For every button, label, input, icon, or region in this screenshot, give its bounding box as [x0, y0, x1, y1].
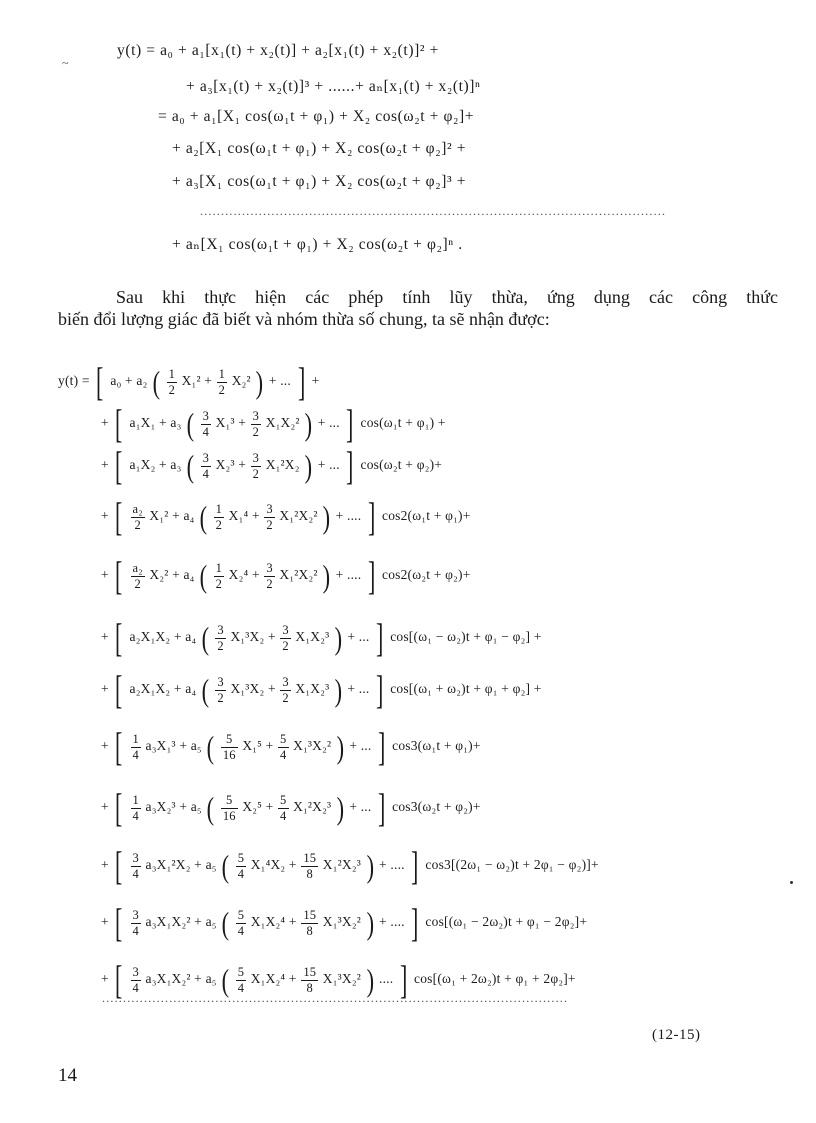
left-paren: (	[207, 729, 215, 765]
term: X₁⁵ +	[242, 738, 274, 754]
right-paren: )	[366, 905, 374, 941]
right-bracket: ]	[297, 359, 306, 404]
row-tail: +	[311, 373, 320, 389]
left-paren: (	[152, 364, 161, 400]
plus-sign: +	[101, 508, 109, 524]
right-paren: )	[322, 499, 331, 535]
term: X₁³X₂²	[322, 914, 362, 930]
page-number: 14	[58, 1065, 77, 1086]
left-paren: (	[199, 558, 208, 594]
fraction: $\frac{15}{8}$	[303, 965, 317, 995]
row-coeff: a₃X₂³ + a₅	[145, 799, 202, 815]
term: X₁² +	[181, 373, 213, 389]
cos-term: cos3(ω₁t + φ₁)+	[392, 738, 481, 754]
term: X₁X₂⁴ +	[250, 971, 297, 987]
ellipsis: + ...	[349, 738, 372, 754]
row-coeff: a₀ + a₂	[110, 373, 148, 389]
right-bracket: ]	[376, 615, 384, 660]
cos-term: cos3(ω₂t + φ₂)+	[392, 799, 481, 815]
fraction: $\frac{3}{2}$	[266, 502, 273, 532]
left-paren: (	[207, 790, 215, 826]
fraction: $\frac{5}{4}$	[237, 851, 245, 881]
left-bracket: [	[96, 359, 104, 404]
term: X₂³ +	[215, 457, 247, 473]
term: X₁²X₂²	[279, 567, 318, 583]
right-paren: )	[304, 406, 313, 442]
expansion-row-10	[101, 843, 599, 888]
fraction: $\frac{5}{4}$	[237, 965, 245, 995]
term: X₁³X₂²	[293, 738, 332, 754]
row-coeff: a₃X₁²X₂ + a₅	[145, 857, 217, 873]
paragraph-line-2: biến đổi lượng giác đã biết và nhóm thừa số chung, ta sẽ nhận được:	[58, 309, 550, 329]
ellipsis: ....	[379, 971, 394, 987]
right-paren: )	[336, 729, 345, 765]
fraction: $\frac{3}{4}$	[132, 908, 139, 938]
expansion-row-1	[58, 359, 320, 404]
right-bracket: ]	[411, 843, 419, 888]
right-paren: )	[366, 848, 374, 884]
cos-term: cos2(ω₂t + φ₂)+	[382, 567, 471, 583]
term: X₁²X₂	[265, 457, 300, 473]
right-paren: )	[304, 448, 313, 484]
fraction: $\frac{5}{16}$	[222, 793, 236, 823]
row-coeff: a₁X₂ + a₃	[129, 457, 182, 473]
ellipsis: + ...	[347, 681, 370, 697]
right-bracket: ]	[411, 900, 419, 945]
ellipsis: + ....	[335, 508, 362, 524]
right-bracket: ]	[367, 494, 376, 539]
left-bracket: [	[115, 443, 123, 488]
right-paren: )	[334, 620, 343, 656]
right-paren: )	[336, 790, 345, 826]
equation-line-4: + a₂[X₁ cos(ω₁t + φ₁) + X₂ cos(ω₂t + φ₂]² +	[172, 140, 467, 157]
left-paren: (	[186, 406, 195, 442]
cos-term: cos[(ω₁ + 2ω₂)t + φ₁ + 2φ₂]+	[414, 971, 576, 987]
fraction: $\frac{5}{4}$	[280, 793, 287, 823]
equation-line-3: = a₀ + a₁[X₁ cos(ω₁t + φ₁) + X₂ cos(ω₂t + φ₂]+	[158, 108, 475, 125]
row-coeff: a₂X₁X₂ + a₄	[129, 629, 197, 645]
fraction: $\frac{1}{4}$	[132, 732, 139, 762]
fraction: $\frac{3}{2}$	[282, 675, 289, 705]
right-bracket: ]	[376, 667, 384, 712]
term: X₂⁴ +	[228, 567, 260, 583]
right-paren: )	[366, 962, 374, 998]
right-paren: )	[256, 364, 264, 400]
term: X₁³X₂²	[322, 971, 362, 987]
equation-line-6: + aₙ[X₁ cos(ω₁t + φ₁) + X₂ cos(ω₂t + φ₂]ⁿ .	[172, 236, 463, 253]
expansion-row-6	[101, 615, 542, 660]
term: X₁X₂³	[295, 629, 330, 645]
fraction: $\frac{5}{4}$	[280, 732, 287, 762]
ellipsis: + ....	[335, 567, 362, 583]
row-coeff: X₂² + a₄	[149, 567, 195, 583]
expansion-row-8	[101, 724, 481, 769]
right-bracket: ]	[378, 724, 386, 769]
fraction: $\frac{3}{4}$	[202, 409, 210, 439]
margin-mark: ~	[62, 56, 69, 70]
plus-sign: +	[101, 457, 109, 473]
left-bracket: [	[115, 401, 123, 446]
fraction: $\frac{3}{2}$	[252, 409, 260, 439]
left-bracket: [	[115, 900, 123, 945]
left-paren: (	[221, 962, 230, 998]
row-coeff: a₁X₁ + a₃	[129, 415, 182, 431]
left-paren: (	[186, 448, 195, 484]
paragraph-line-1: Sau khi thực hiện các phép tính lũy thừa, ứng dụng các công thức	[116, 287, 778, 307]
dotted-continuation-top: ...............................................................................................................	[200, 204, 667, 218]
right-bracket: ]	[367, 553, 376, 598]
fraction: $\frac{\text{a₂}}{2}$	[132, 502, 143, 532]
expansion-row-3	[101, 443, 443, 488]
term: X₁²X₂³	[293, 799, 332, 815]
expansion-row-2	[101, 401, 446, 446]
plus-sign: +	[101, 857, 109, 873]
right-bracket: ]	[346, 443, 354, 488]
row-coeff: a₃X₁X₂² + a₅	[145, 914, 217, 930]
plus-sign: +	[101, 681, 109, 697]
left-bracket: [	[115, 724, 123, 769]
equation-number: (12-15)	[652, 1027, 701, 1043]
ellipsis: + ...	[347, 629, 370, 645]
term: X₁³X₂ +	[230, 629, 276, 645]
plus-sign: +	[101, 629, 109, 645]
row-coeff: a₃X₁³ + a₅	[145, 738, 202, 754]
left-paren: (	[199, 499, 208, 535]
term: X₁X₂²	[265, 415, 300, 431]
fraction: $\frac{1}{2}$	[215, 561, 223, 591]
fraction: $\frac{3}{4}$	[202, 451, 210, 481]
left-paren: (	[201, 620, 210, 656]
fraction: $\frac{3}{2}$	[282, 623, 289, 653]
fraction: $\frac{1}{2}$	[215, 502, 223, 532]
fraction: $\frac{3}{2}$	[266, 561, 273, 591]
left-paren: (	[221, 848, 230, 884]
expansion-row-11	[101, 900, 588, 945]
left-bracket: [	[115, 494, 123, 539]
plus-sign: +	[101, 567, 109, 583]
dotted-continuation-bottom: ...............................................................................................................	[102, 991, 569, 1005]
expansion-row-4	[101, 494, 471, 539]
plus-sign: +	[101, 914, 109, 930]
ellipsis: + ...	[349, 799, 372, 815]
row-coeff: X₁² + a₄	[149, 508, 195, 524]
plus-sign: +	[101, 799, 109, 815]
left-bracket: [	[115, 957, 123, 1002]
left-bracket: [	[115, 785, 123, 830]
cos-term: cos[(ω₁ − 2ω₂)t + φ₁ − 2φ₂]+	[425, 914, 588, 930]
term: X₁²X₂²	[279, 508, 318, 524]
equation-line-1: y(t) = a₀ + a₁[x₁(t) + x₂(t)] + a₂[x₁(t) + x₂(t)]² +	[117, 42, 439, 59]
term: X₁²X₂³	[322, 857, 362, 873]
term: X₁³ +	[215, 415, 247, 431]
row-coeff: a₃X₁X₂² + a₅	[145, 971, 217, 987]
ellipsis: + ....	[379, 914, 405, 930]
cos-term: cos(ω₂t + φ₂)+	[360, 457, 443, 473]
right-paren: )	[322, 558, 331, 594]
equation-line-2: + a₃[x₁(t) + x₂(t)]³ + ......+ aₙ[x₁(t) + x₂(t)]ⁿ	[186, 78, 481, 95]
cos-term: cos2(ω₁t + φ₁)+	[382, 508, 471, 524]
fraction: $\frac{3}{2}$	[252, 451, 260, 481]
fraction: $\frac{5}{16}$	[222, 732, 236, 762]
equation-line-5: + a₃[X₁ cos(ω₁t + φ₁) + X₂ cos(ω₂t + φ₂]³ +	[172, 173, 467, 190]
left-paren: (	[201, 672, 210, 708]
left-bracket: [	[115, 667, 123, 712]
lhs-label: y(t) =	[58, 373, 90, 389]
fraction: $\frac{1}{4}$	[132, 793, 139, 823]
ellipsis: + ...	[268, 373, 291, 389]
ellipsis: + ...	[317, 415, 340, 431]
fraction: $\frac{\text{a₂}}{2}$	[132, 561, 143, 591]
row-coeff: a₂X₁X₂ + a₄	[129, 681, 197, 697]
fraction: $\frac{1}{2}$	[168, 367, 176, 397]
term: X₁X₂⁴ +	[250, 914, 297, 930]
ellipsis: + ...	[317, 457, 340, 473]
expansion-row-9	[101, 785, 481, 830]
left-bracket: [	[115, 843, 123, 888]
term: X₁⁴ +	[228, 508, 260, 524]
cos-term: cos(ω₁t + φ₁) +	[360, 415, 446, 431]
term: X₁X₂³	[295, 681, 330, 697]
term: X₁³X₂ +	[230, 681, 276, 697]
plus-sign: +	[101, 971, 109, 987]
term: X₂²	[231, 373, 251, 389]
fraction: $\frac{3}{2}$	[217, 623, 224, 653]
right-bracket: ]	[399, 957, 408, 1002]
cos-term: cos3[(2ω₁ − ω₂)t + 2φ₁ − φ₂)]+	[425, 857, 599, 873]
fraction: $\frac{1}{2}$	[218, 367, 226, 397]
fraction: $\frac{15}{8}$	[303, 851, 317, 881]
fraction: $\frac{3}{2}$	[217, 675, 224, 705]
cos-term: cos[(ω₁ + ω₂)t + φ₁ + φ₂] +	[390, 681, 542, 697]
right-paren: )	[334, 672, 343, 708]
ellipsis: + ....	[379, 857, 405, 873]
fraction: $\frac{3}{4}$	[132, 851, 139, 881]
fraction: $\frac{3}{4}$	[132, 965, 139, 995]
term: X₂⁵ +	[242, 799, 274, 815]
term: X₁⁴X₂ +	[250, 857, 297, 873]
left-paren: (	[221, 905, 230, 941]
plus-sign: +	[101, 415, 109, 431]
right-bracket: ]	[346, 401, 354, 446]
fraction: $\frac{15}{8}$	[303, 908, 317, 938]
plus-sign: +	[101, 738, 109, 754]
left-bracket: [	[115, 615, 123, 660]
cos-term: cos[(ω₁ − ω₂)t + φ₁ − φ₂] +	[390, 629, 542, 645]
expansion-row-5	[101, 553, 471, 598]
expansion-row-7	[101, 667, 542, 712]
left-bracket: [	[115, 553, 123, 598]
fraction: $\frac{5}{4}$	[237, 908, 245, 938]
scan-speck	[790, 881, 793, 884]
right-bracket: ]	[378, 785, 386, 830]
body-paragraph	[58, 286, 778, 330]
